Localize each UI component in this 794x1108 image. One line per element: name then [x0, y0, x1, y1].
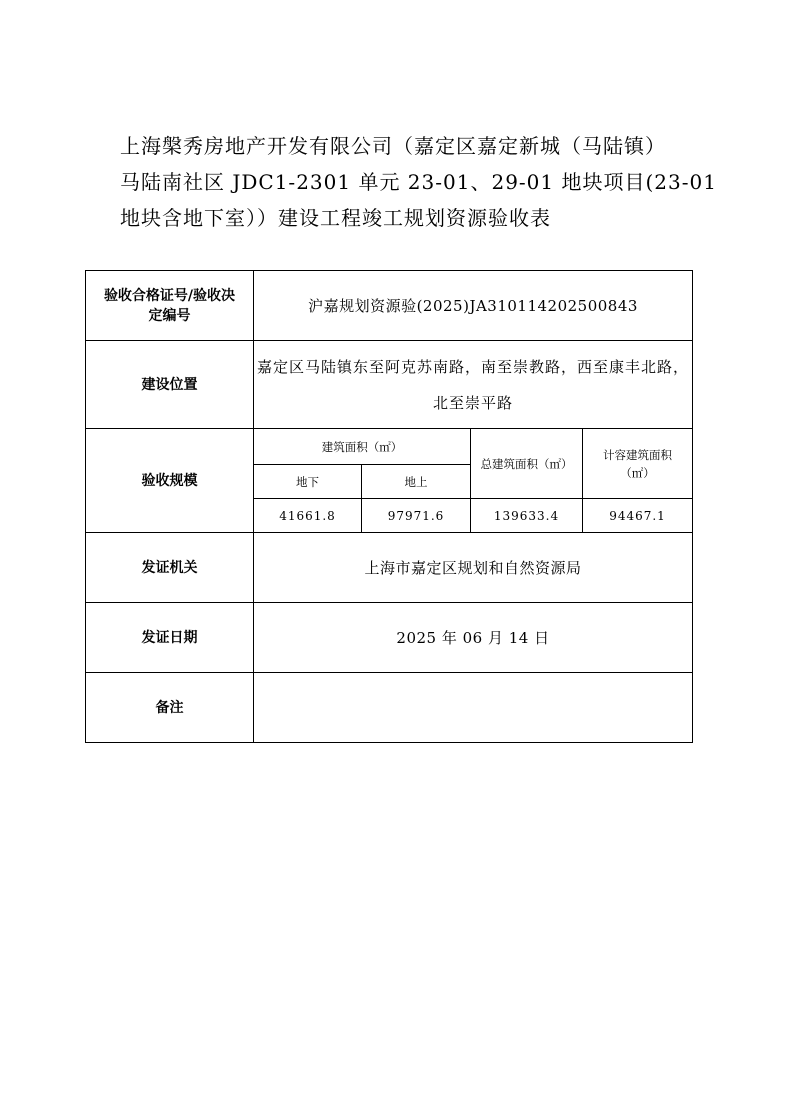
row-remarks	[86, 673, 693, 743]
scale-label: 验收规模	[86, 429, 254, 533]
building-area-header: 建筑面积（㎡）	[254, 429, 471, 465]
aboveground-value: 97971.6	[362, 499, 471, 533]
cert-number-label: 验收合格证号/验收决定编号	[86, 271, 254, 341]
underground-label: 地下	[254, 465, 362, 499]
total-area-header: 总建筑面积（㎡）	[471, 429, 583, 499]
remarks-label: 备注	[86, 673, 254, 743]
issuer-label: 发证机关	[86, 533, 254, 603]
plot-ratio-area-value: 94467.1	[583, 499, 693, 533]
issuer-value: 上海市嘉定区规划和自然资源局	[254, 533, 693, 603]
issue-date-label: 发证日期	[86, 603, 254, 673]
location-label: 建设位置	[86, 341, 254, 429]
title-line-2: 马陆南社区 JDC1-2301 单元 23-01、29-01 地块项目(23-01	[120, 170, 717, 194]
aboveground-label: 地上	[362, 465, 471, 499]
plot-ratio-area-header: 计容建筑面积（㎡）	[583, 429, 693, 499]
underground-value: 41661.8	[254, 499, 362, 533]
document-title	[120, 128, 717, 236]
issue-date-value: 2025 年 06 月 14 日	[254, 603, 693, 673]
cert-number-value: 沪嘉规划资源验(2025)JA310114202500843	[254, 271, 693, 341]
remarks-value	[254, 673, 693, 743]
row-location	[86, 341, 693, 429]
row-issuer	[86, 533, 693, 603]
total-area-value: 139633.4	[471, 499, 583, 533]
row-issue-date	[86, 603, 693, 673]
row-scale-header	[86, 429, 693, 465]
acceptance-form-table	[85, 270, 693, 743]
title-line-1: 上海槃秀房地产开发有限公司（嘉定区嘉定新城（马陆镇）	[120, 134, 666, 158]
row-cert-number	[86, 271, 693, 341]
location-value: 嘉定区马陆镇东至阿克苏南路，南至崇教路，西至康丰北路，北至崇平路	[254, 341, 693, 429]
title-line-3: 地块含地下室））建设工程竣工规划资源验收表	[120, 206, 551, 230]
